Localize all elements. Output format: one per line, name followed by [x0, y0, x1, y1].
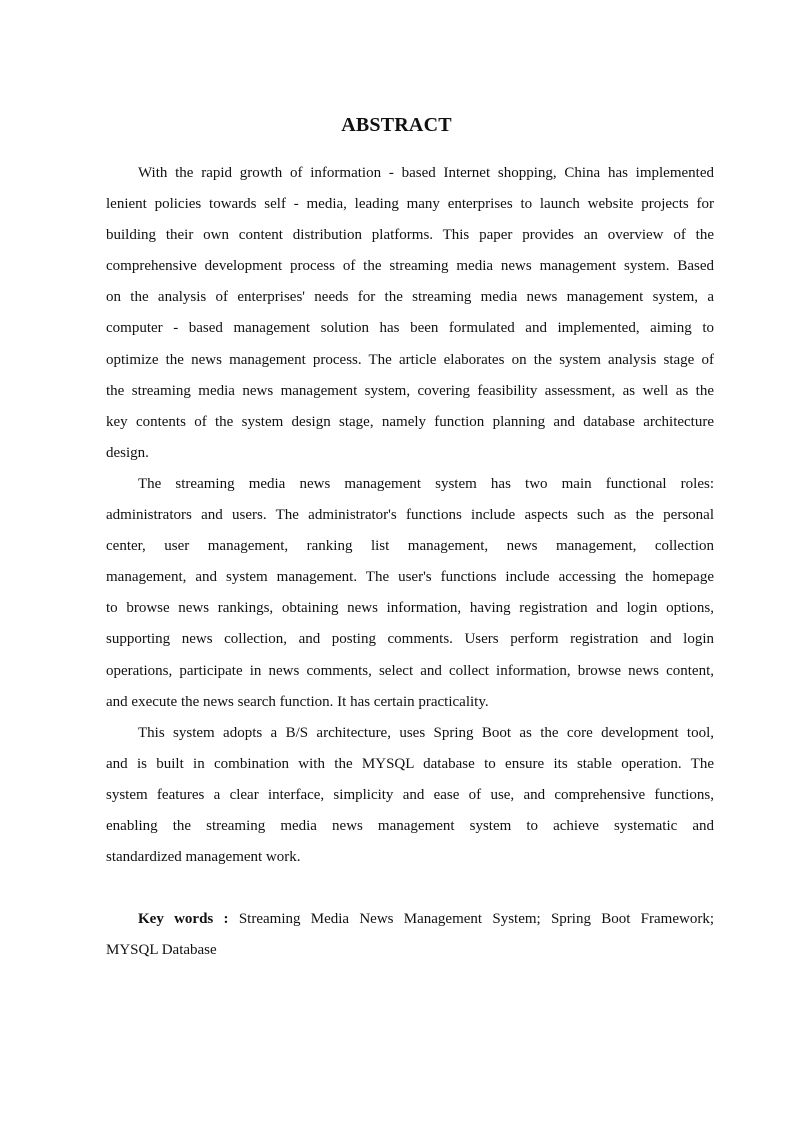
- text-line: and execute the news search function. It has certain practicality.: [106, 693, 489, 710]
- text-line: computer - based management solution has been formulated and implemented, aiming to: [106, 320, 714, 337]
- text-line: and is built in combination with the MYSQL database to ensure its stable operation. The: [106, 755, 714, 772]
- text-line: enabling the streaming media news management system to achieve systematic and: [106, 817, 714, 834]
- text-line: With the rapid growth of information - based Internet shopping, China has implemented: [138, 165, 714, 181]
- paragraph-2: [106, 472, 714, 721]
- text-line: optimize the news management process. The article elaborates on the system analysis stage of: [106, 351, 714, 368]
- paragraph-1: [106, 161, 714, 472]
- text-line: supporting news collection, and posting comments. Users perform registration and login: [106, 631, 714, 648]
- spacer: [106, 876, 714, 907]
- text-line: The streaming media news management system has two main functional roles:: [138, 475, 714, 492]
- text-line: lenient policies towards self - media, leading many enterprises to launch website projects for: [106, 196, 714, 213]
- keywords-line: MYSQL Database: [106, 942, 217, 959]
- text-line: management, and system management. The user's functions include accessing the homepage: [106, 569, 714, 586]
- keywords-section: [106, 907, 714, 969]
- paragraph-3: [106, 721, 714, 876]
- abstract-body: [106, 161, 714, 969]
- text-line: system features a clear interface, simplicity and ease of use, and comprehensive functions,: [106, 786, 714, 803]
- text-line: to browse news rankings, obtaining news information, having registration and login options,: [106, 600, 714, 617]
- text-line: center, user management, ranking list management, news management, collection: [106, 538, 714, 555]
- text-line: building their own content distribution platforms. This paper provides an overview of the: [106, 227, 714, 244]
- text-line: standardized management work.: [106, 849, 301, 866]
- keywords-label: Key words :: [138, 911, 229, 928]
- keywords-text: Streaming Media News Management System; Spring Boot Framework;: [238, 911, 715, 928]
- text-line: comprehensive development process of the streaming media news management system. Based: [106, 258, 714, 275]
- text-line: key contents of the system design stage, namely function planning and database architecture: [106, 413, 714, 430]
- text-line: design.: [106, 444, 149, 461]
- text-line: This system adopts a B/S architecture, uses Spring Boot as the core development tool,: [138, 724, 714, 741]
- keywords-line: [106, 907, 714, 938]
- text-line: the streaming media news management system, covering feasibility assessment, as well as the: [106, 382, 714, 399]
- text-line: administrators and users. The administrator's functions include aspects such as the personal: [106, 507, 714, 524]
- abstract-title: ABSTRACT: [341, 114, 452, 136]
- text-line: operations, participate in news comments, select and collect information, browse news content,: [106, 662, 714, 679]
- text-line: on the analysis of enterprises' needs for the streaming media news management system, a: [106, 289, 714, 306]
